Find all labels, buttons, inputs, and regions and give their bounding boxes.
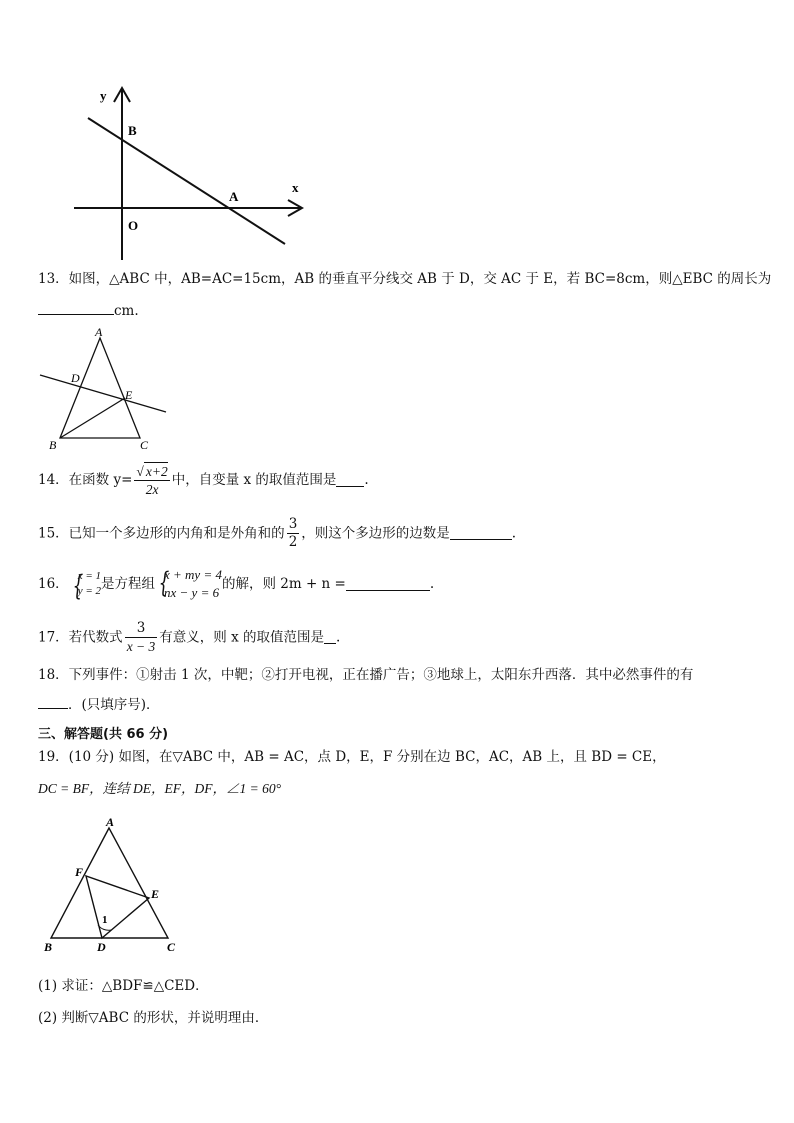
- segment-be: [60, 398, 125, 438]
- label-d-19: D: [97, 940, 106, 954]
- q15: 15．已知一个多边形的内角和是外角和的 $\frac{3}{2}$ ，则这个多边形的边数是 .: [38, 516, 517, 550]
- coordinate-figure: [60, 82, 320, 267]
- q19-triangle-figure: [40, 814, 190, 956]
- label-f-19: F: [75, 865, 84, 879]
- q18-line1: 18．下列事件：①射击 1 次，中靶；②打开电视，正在播广告；③地球上，太阳东升西落．其中必然事件的有: [38, 667, 694, 683]
- label-d: D: [71, 371, 80, 385]
- q19-part1: (1) 求证：△BDF≌△CED．: [38, 978, 209, 994]
- triangle-abc-19: [51, 828, 168, 938]
- q14-numerator: √ x+2: [136, 464, 168, 479]
- q13-unit: cm.: [114, 303, 139, 319]
- q15-post: ，则这个多边形的边数是: [301, 525, 450, 542]
- line-ab: [88, 118, 285, 244]
- label-a-19: A: [106, 815, 115, 829]
- label-b-19: B: [44, 940, 53, 954]
- label-b: B: [49, 438, 57, 452]
- label-a: A: [95, 326, 103, 339]
- q16-solution-system: { x = 1 y = 2: [72, 569, 101, 602]
- x-axis-label: x: [292, 180, 299, 195]
- q13-triangle-figure: [36, 326, 176, 454]
- q14-denominator: 2x: [145, 482, 159, 497]
- q18-answer-blank: [38, 696, 68, 709]
- q15-pre: 15．已知一个多边形的内角和是外角和的: [38, 525, 285, 542]
- label-e: E: [125, 388, 133, 402]
- q17: 17．若代数式 $\frac{3}{x - 3}$ 有意义，则 x 的取值范围是 .: [38, 620, 341, 654]
- q14-fraction: [134, 462, 169, 498]
- q15-denominator: 2: [288, 534, 298, 550]
- label-c: C: [140, 438, 149, 452]
- q17-answer-blank: [324, 631, 336, 644]
- q17-numerator: 3: [125, 620, 158, 638]
- q19-part2: (2) 判断▽ABC 的形状，并说明理由．: [38, 1010, 269, 1026]
- perpendicular-bisector: [40, 375, 166, 412]
- q18-line2: ．(只填序号)．: [38, 696, 160, 714]
- q13-answer-blank: [38, 302, 114, 315]
- q16-equation-system: { x + my = 4 nx − y = 6: [158, 566, 222, 600]
- q19-line1: 19．(10 分) 如图，在▽ABC 中，AB = AC，点 D，E，F 分别在边 BC，AC，AB 上，且 BD = CE，: [38, 749, 666, 765]
- q14-post: 中，自变量 x 的取值范围是: [171, 472, 337, 488]
- label-e-19: E: [151, 887, 160, 901]
- point-b-label: B: [128, 123, 137, 138]
- label-c-19: C: [167, 940, 176, 954]
- q14-answer-blank: [336, 474, 364, 487]
- q17-denominator: x − 3: [126, 639, 156, 654]
- point-a-label: A: [229, 189, 239, 204]
- q13-text: 13．如图，△ABC 中，AB=AC=15cm，AB 的垂直平分线交 AB 于 D，交 AC 于 E，若 BC=8cm，则△EBC 的周长为: [38, 271, 772, 287]
- q19-line2: DC = BF，连结 DE，EF，DF，∠1 = 60°: [38, 781, 281, 796]
- y-axis-label: y: [100, 88, 107, 103]
- label-angle-1: 1: [102, 914, 108, 926]
- q14: 14．在函数 y= $\frac{√ x+2}{2x}$ 中，自变量 x 的取值范围是 .: [38, 464, 369, 497]
- q15-answer-blank: [450, 527, 512, 540]
- q14-pre: 14．在函数 y=: [38, 472, 133, 488]
- q16-answer-blank: [346, 578, 430, 591]
- q13-line2: [38, 302, 139, 320]
- q15-fraction: [287, 516, 300, 551]
- q15-numerator: 3: [288, 516, 298, 532]
- q16: 16． { x = 1 y = 2 是方程组 { x + my = 4 nx − y = 6 的解，则 2m + n = .: [38, 566, 435, 602]
- section-heading: 三、解答题(共 66 分): [38, 727, 169, 742]
- q17-fraction: [125, 620, 158, 655]
- origin-label: O: [128, 218, 139, 233]
